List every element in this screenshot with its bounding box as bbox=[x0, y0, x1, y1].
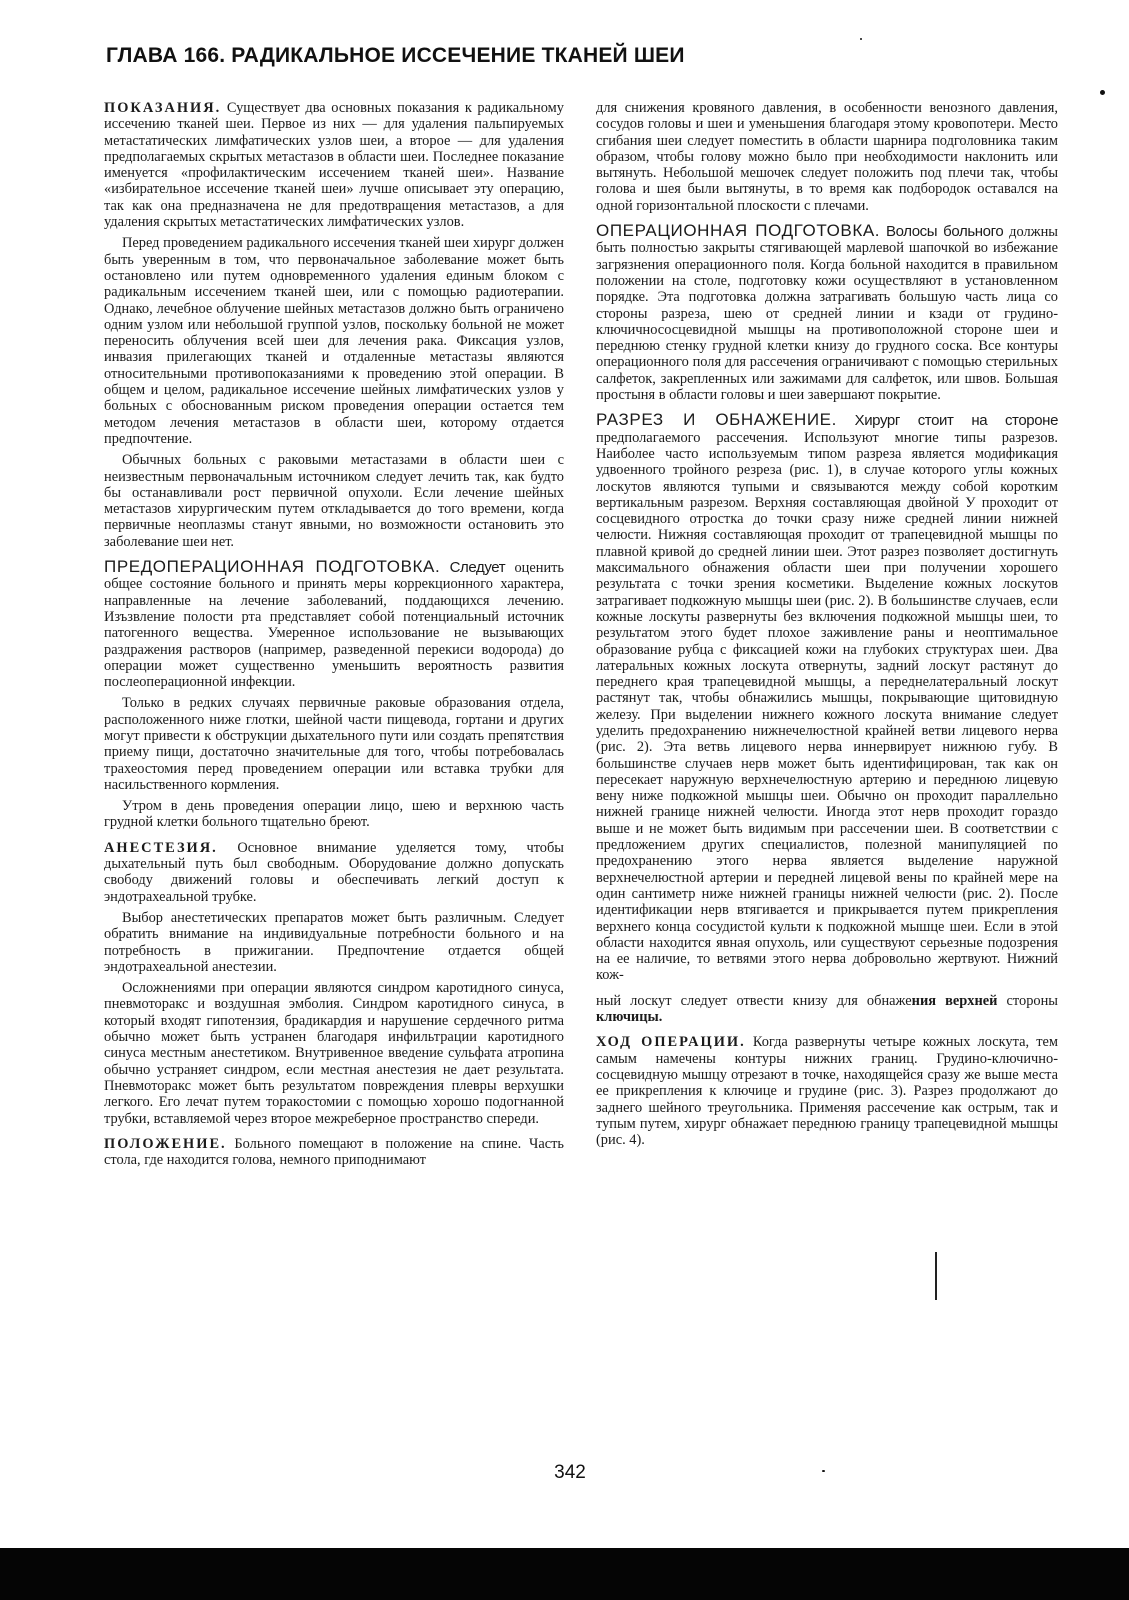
paragraph-text: предполагаемого рассечения. Используют многие типы разрезов. Наиболее часто используемым типом разреза является модификация удвоенного тройного резреза (рис. 1), в случае которого углы кожных лоскутов являются тупыми и связываются между собой коротким вертикальным разрезом. Верхняя составляющая двойной У проходит от сосцевидного отростка до точки сразу ниже средней линии нижней челюсти. Нижняя составляющая проходит от трапецевидной мышцы по плавной кривой до средней линии шеи. Этот разрез позволяет достигнуть максимального обнажения области шеи при получении хорошего результата с точки зрения косметики. Выделение кожных лоскутов затрагивает подкожную мышцы шеи (рис. 2). В большинстве случаев, если кожные лоскуты развернуты без включения подкожной мышцы шеи, то результатом этого будет плохое заживление раны и неоптимальное образование рубца с фиксацией кожи на глубоких структурах шеи. Два латеральных кожных лоскута отвернуты, задний лоскут растянут до переднего края трапецевидной мышцы, а переднелатеральный лоскут растянут так, чтобы обнажились мышцы, покрывающие щитовидную железу. При выделении нижнего кожного лоскута внимание следует уделить предохранению нижнечелюстной крайней ветви лицевого нерва (рис. 2). Эта ветвь лицевого нерва иннервирует нижнюю губу. В большинстве случаев нерв может быть идентифицирован, так как он пересекает наружную верхнечелюстную артерию и переднюю лицевую вену ниже подкожной мышцы шеи. Обычно он проходит параллельно нижней границе нижней челюсти. Иногда этот нерв проходит гораздо выше и не может быть видимым при рассечении шеи. В соответствии с предложением других специалистов, полезной манипуляцией по предохранению этого нерва является выделение наружной верхнечелюстной артерии и передней лицевой вены по крайней мере на один сантиметр ниже нижней границы нижней челюсти (рис. 2). После идентификации нерв втягивается и прикрывается путем прикрепления верхнего конца сосудистой культи к подкожной мышце шеи. Если в этой области находится явная опухоль, или существуют серьезные подозрения на ее наличие, то ветвями этого нерва добровольно жертвуют. Нижний кож- bbox=[596, 429, 1058, 984]
chapter-title: ГЛАВА 166. РАДИКАЛЬНОЕ ИССЕЧЕНИЕ ТКАНЕЙ ШЕИ bbox=[106, 44, 685, 67]
section-heading-opprep: ОПЕРАЦИОННАЯ ПОДГОТОВКА. bbox=[596, 221, 881, 241]
paragraph-text: Больного помещают в положение на спине. Часть стола, где находится голова, немного приподнимают bbox=[104, 1135, 564, 1169]
section-heading-position: ПОЛОЖЕНИЕ. bbox=[104, 1135, 227, 1152]
paragraph-indications-2: Перед проведением радикального иссечения тканей шеи хирург должен быть уверенным в том, что первоначальное заболевание может быть остановлено или путем одновременного удаления единым блоком с радикальным иссечением тканей шеи, или с помощью радиотерапии. Однако, лечебное облучение шейных метастазов должно быть ограничено одним узлом или небольшой группой узлов, поскольку больной не может переносить облучения всей шеи для лечения рака. Фиксация узлов, инвазия прилегающих тканей и отдаленные метастазы являются относительными противопоказаниями к проведению этой операции. В общем и целом, радикальное иссечение шейных лимфатических узлов у больных с обоснованным риском проведения операции остается тем методом лечения метастазов в области шеи, которому отдается предпочтение. bbox=[104, 235, 564, 447]
paragraph-opprep-1 bbox=[596, 223, 1058, 403]
section-heading-incision: РАЗРЕЗ И ОБНАЖЕНИЕ. bbox=[596, 410, 837, 430]
right-column bbox=[596, 100, 1058, 1153]
paragraph-text: Существует два основных показания к радикальному иссечению тканей шеи. Первое из них — для удаления пальпируемых метастатических лимфатических узлов шеи, а второе — для удаления предполагаемых скрытых метастазов в области шеи. Последнее показание именуется «профилактическим иссечением тканей шеи». Название «избирательное иссечение тканей шеи» лучше описывает эту операцию, так как она предназначена не для предотвращения метастазов, а для удаления скрытых метастатических лимфатических узлов. bbox=[104, 100, 564, 231]
paragraph-text: должны быть полностью закрыты стягивающей марлевой шапочкой во избежание загрязнения операционного поля. Когда больной находится в правильном положении на столе, подготовку кожи осуществляют в установленном порядке. Эта подготовка должна затрагивать большую часть лица со стороны разреза, шею от средней линии и кзади от грудино-ключичнососцевидной мышцы на противоположной стороне шеи и переднюю стенку грудной клетки книзу до грудного соска. Все контуры операционного поля для рассечения ограничивают с помощью стерильных салфеток, закрепленных или зажимами для салфеток, или швов. Большая простыня в области головы и шеи завершают покрытие. bbox=[596, 224, 1058, 404]
scan-speck bbox=[822, 1470, 825, 1472]
section-heading-course: ХОД ОПЕРАЦИИ. bbox=[596, 1034, 746, 1051]
paragraph-incision-1 bbox=[596, 412, 1058, 983]
left-column bbox=[104, 100, 564, 1173]
paragraph-preop-1 bbox=[104, 559, 564, 690]
paragraph-anesthesia-3: Осложнениями при операции являются синдром каротидного синуса, пневмоторакс и воздушная эмболия. Синдром каротидного синуса, в который входят гипотензия, брадикардия и нарушение сердечного ритма обычно может быть устранен благодаря инфильтрации каротидного синуса местным анестетиком. Внутривенное введение сульфата атропина обычно устраняет синдром, если местная анестезия не дает результата. Пневмоторакс может быть результатом повреждения плевры верхушки легкого. Его лечат путем торакостомии с помощью хорошо подогнанной трубки, вставляемой через второе межреберное пространство спереди. bbox=[104, 980, 564, 1127]
text-cursor-mark bbox=[935, 1252, 937, 1300]
paragraph-preop-3: Утром в день проведения операции лицо, шею и верхнюю часть грудной клетки больного тщательно бреют. bbox=[104, 798, 564, 831]
paragraph-text-bold: ния верхней bbox=[911, 992, 998, 1009]
paragraph-preop-2: Только в редких случаях первичные раковые образования отдела, расположенного ниже глотки, шейной части пищевода, гортани и других могут привести к обструкции дыхательного пути или создать препятствия приему пищи, достаточно значительные для того, чтобы потребовалась трахеостомия перед проведением операции или вставка трубки для насильственного кормления. bbox=[104, 695, 564, 793]
paragraph-text: Основное внимание уделяется тому, чтобы дыхательный путь был свободным. Оборудование должно допускать свободу движений головы и обеспечивать легкий доступ к эндотрахеальной трубке. bbox=[104, 839, 564, 905]
scan-speck bbox=[1100, 90, 1105, 95]
scan-speck bbox=[860, 38, 862, 40]
section-heading-indications: ПОКАЗАНИЯ. bbox=[104, 100, 222, 116]
paragraph-text: ный лоскут следует отвести книзу для обнаже bbox=[596, 992, 912, 1009]
section-heading-preop: ПРЕДОПЕРАЦИОННАЯ ПОДГОТОВКА. bbox=[104, 557, 441, 577]
paragraph-text: оценить общее состояние больного и принять меры коррекционного характера, направленные на лечение заболеваний, поддающихся лечению. Изъзвление полости рта представляет собой потенциальный источник патогенного вещества. Умеренное использование не вызывающих раздражения растворов (например, разведенной перекиси водорода) до операции может существенно уменьшить вероятность развития послеоперационной инфекции. bbox=[104, 560, 564, 691]
paragraph-course-1 bbox=[596, 1034, 1058, 1148]
paragraph-incision-2 bbox=[596, 993, 1058, 1026]
paragraph-indications-3: Обычных больных с раковыми метастазами в области шеи с неизвестным первоначальным источником следует лечить так, как будто бы останавливали рост первичной опухоли. Если лечение шейных метастазов хирургическим путем откладывается до того времени, когда первичные неоплазмы станут явными, но возможности остановить это заболевание шеи нет. bbox=[104, 452, 564, 550]
section-heading-anesthesia: АНЕСТЕЗИЯ. bbox=[104, 839, 218, 856]
paragraph-text: Когда развернуты четыре кожных лоскута, тем самым намечены контуры нижних границ. Грудино-ключично-сосцевидную мышцу отрезают в точке, находящейся сразу же выше места ее прикрепления к ключице и грудине (рис. 3). Разрез продолжают до заднего шейного треугольника. Применяя рассечение как острым, так и тупым путем, хирург обнажает переднюю границу трапецевидной мышцы (рис. 4). bbox=[596, 1034, 1058, 1149]
paragraph-position-cont: для снижения кровяного давления, в особенности венозного давления, сосудов головы и шеи и уменьшения благодаря этому кровопотери. Место сгибания шеи следует поместить в области шарнира подголовника таким образом, чтобы голову можно было при необходимости наклонить или вытянуть. Небольшой мешочек следует положить под плечи так, чтобы голова и шея были вытянуты, в то время как подбородок оставался на одной горизонтальной плоскости с плечами. bbox=[596, 100, 1058, 214]
section-lead-opprep: Волосы больного bbox=[885, 223, 1004, 241]
paragraph-text: стороны bbox=[1006, 992, 1058, 1009]
paragraph-text-bold: ключицы. bbox=[596, 1009, 663, 1026]
paragraph-indications-1 bbox=[104, 100, 564, 230]
paragraph-position-1 bbox=[104, 1136, 564, 1169]
section-lead-preop: Следует bbox=[449, 559, 506, 577]
paragraph-anesthesia-1 bbox=[104, 840, 564, 905]
page-number: 342 bbox=[554, 1462, 586, 1483]
paragraph-anesthesia-2: Выбор анестетических препаратов может быть различным. Следует обратить внимание на индивидуальные потребности больного и на потребность в прижигании. Предпочтение отдается общей эндотрахеальной анестезии. bbox=[104, 909, 564, 975]
section-lead-incision: Хирург стоит на стороне bbox=[854, 412, 1059, 430]
scan-bottom-band bbox=[0, 1548, 1129, 1600]
